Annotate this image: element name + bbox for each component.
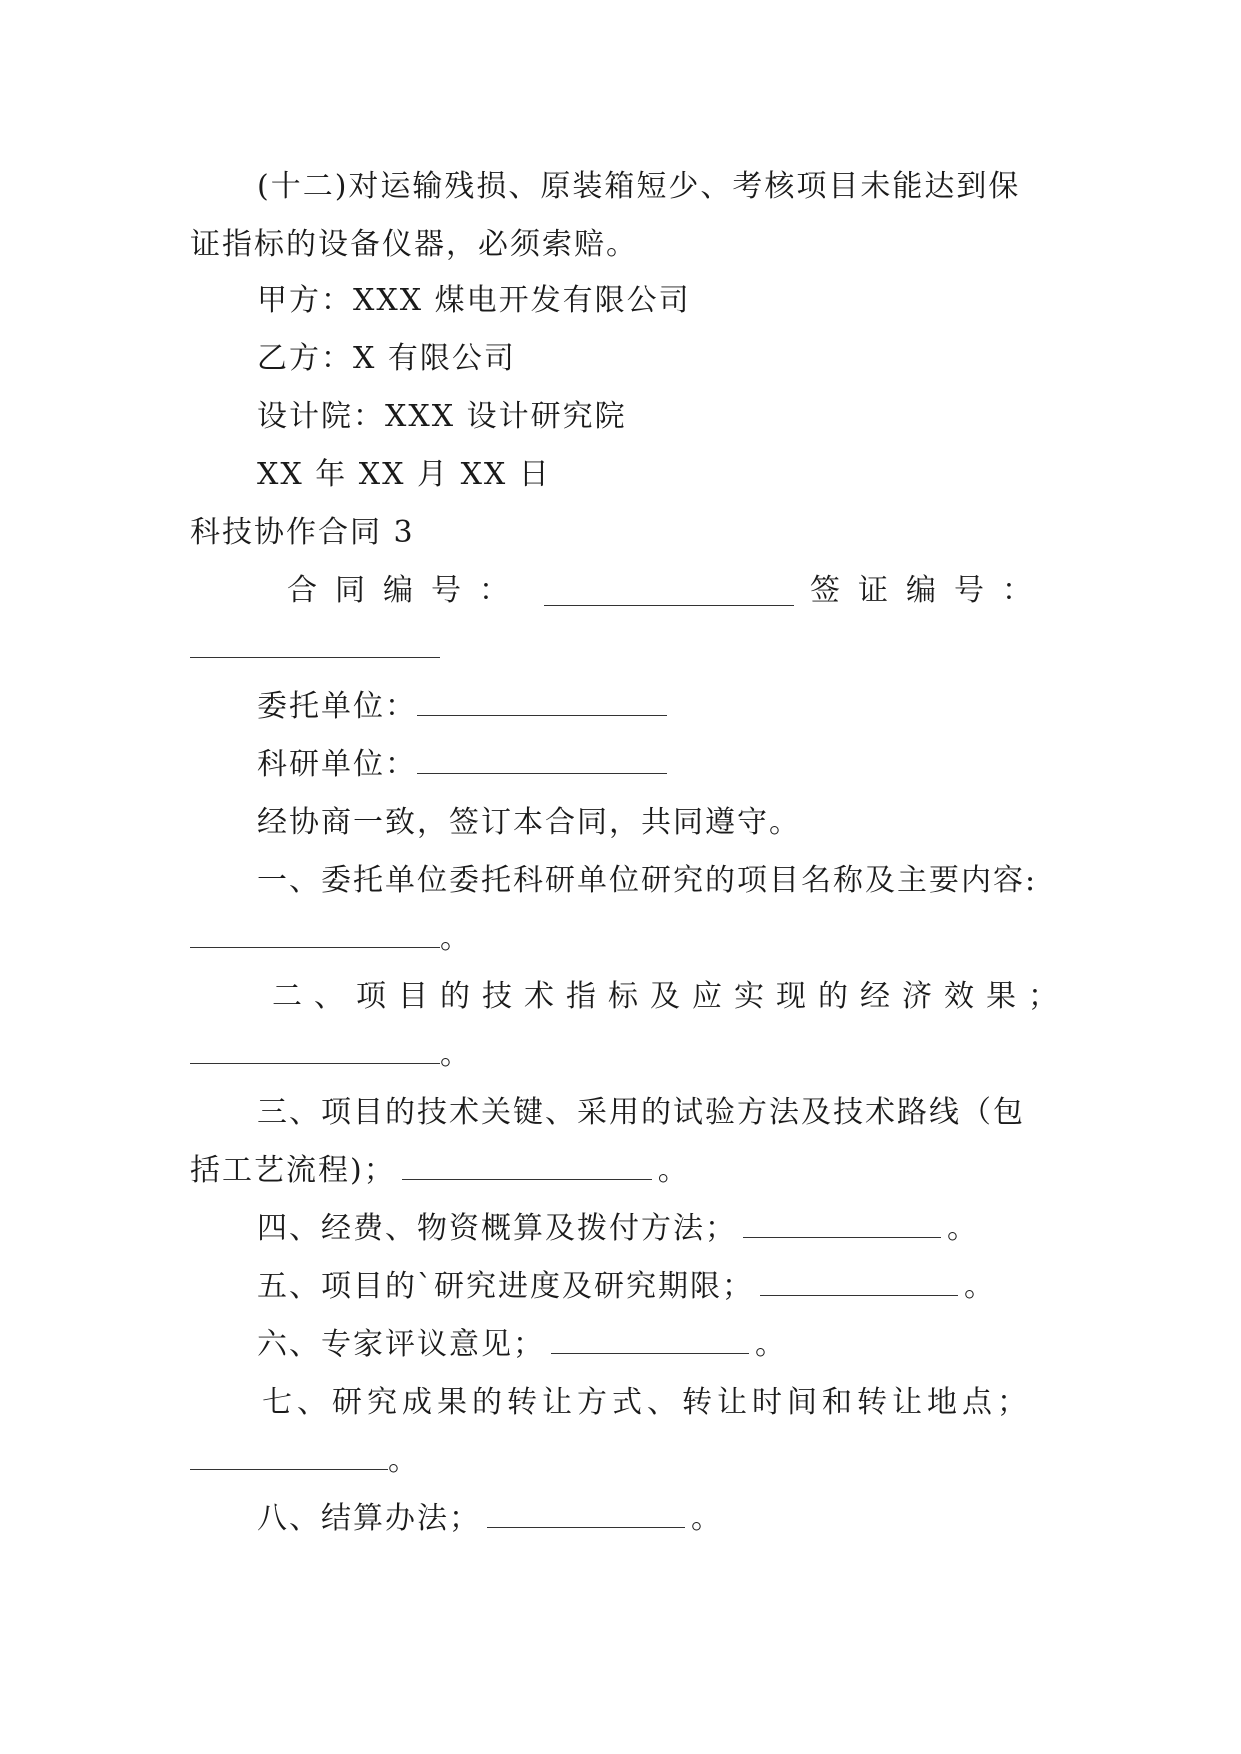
clause-8-blank [487,1499,685,1528]
visa-number-blank [190,629,440,658]
contract-number-blank [544,577,794,606]
clause-2-blank [190,1035,440,1064]
paragraph-claim-line1: (十二)对运输残损、原装箱短少、考核项目未能达到保 [257,169,1021,204]
clause-3-blank [402,1151,652,1180]
clause-1-blank-line: 。 [190,917,1050,961]
agreement-line: 经协商一致，签订本合同，共同遵守。 [257,805,801,840]
date-line: XX 年 XX 月 XX 日 [257,457,551,492]
clause-3-line1: 三、项目的技术关键、采用的试验方法及技术路线（包 [257,1095,1025,1130]
party-b-line: 乙方：X 有限公司 [257,341,516,376]
clause-1-line: 一、委托单位委托科研单位研究的项目名称及主要内容: [257,863,1038,898]
clause-4-blank [743,1209,941,1238]
research-unit-blank [417,745,667,774]
entrusting-unit-blank [417,687,667,716]
clause-1-blank [190,919,440,948]
clause-8-line: 八、结算办法； 。 [257,1501,723,1536]
research-unit-line: 科研单位： [257,743,1050,787]
clause-7-blank [190,1441,388,1470]
visa-number-label: 签证编号： [810,573,1050,608]
clause-5-blank [760,1267,958,1296]
clause-4-line: 四、经费、物资概算及拨付方法； 。 [257,1211,979,1246]
clause-7-blank-line: 。 [190,1439,1050,1483]
contract-title: 科技协作合同 3 [190,515,415,550]
clause-6-line: 六、专家评议意见； 。 [257,1327,787,1362]
party-a-line: 甲方：XXX 煤电开发有限公司 [257,283,691,318]
clause-6-blank [551,1325,749,1354]
clause-2-blank-line: 。 [190,1033,1050,1077]
entrusting-unit-line: 委托单位： [257,685,1050,729]
clause-5-line: 五、项目的`研究进度及研究期限； 。 [257,1269,996,1304]
design-institute-line: 设计院：XXX 设计研究院 [257,399,627,434]
paragraph-claim-line2: 证指标的设备仪器，必须索赔。 [190,227,638,262]
contract-number-row [287,569,1050,613]
clause-3-line2: 括工艺流程)； 。 [190,1153,690,1188]
clause-7-line: 七、研究成果的转让方式、转让时间和转让地点； [262,1385,1032,1420]
contract-number-label: 合同编号： [287,573,527,608]
clause-2-line: 二、项目的技术指标及应实现的经济效果； [272,979,1070,1014]
visa-number-blank-line [190,627,1050,671]
